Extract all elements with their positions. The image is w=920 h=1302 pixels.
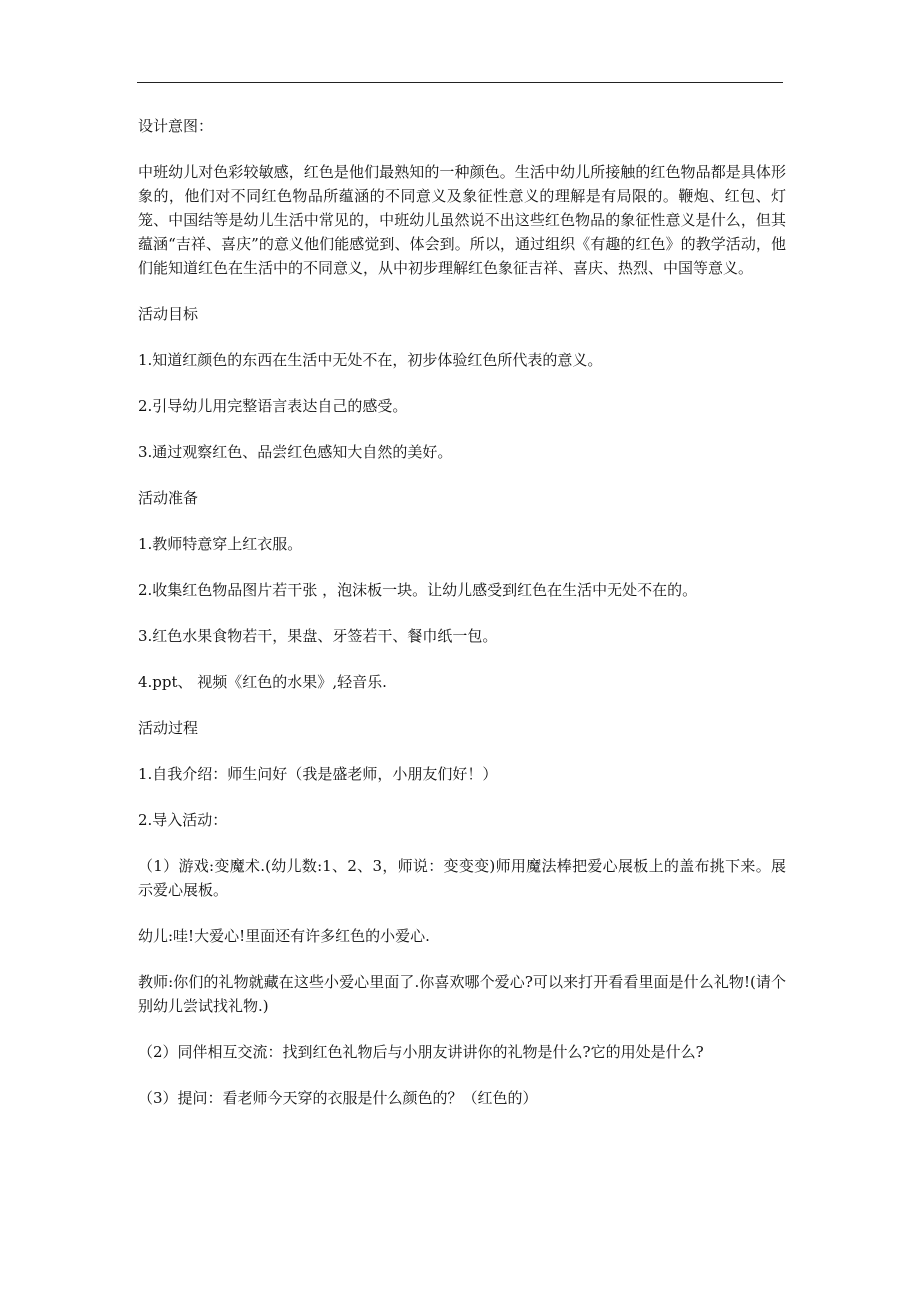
prep-item: 1.教师特意穿上红衣服。	[138, 535, 303, 553]
goals-heading: 活动目标	[138, 305, 199, 323]
prep-item: 3.红色水果食物若干，果盘、牙签若干、餐巾纸一包。	[138, 627, 498, 645]
prep-heading: 活动准备	[138, 489, 199, 507]
goal-item: 2.引导幼儿用完整语言表达自己的感受。	[138, 397, 408, 415]
process-item: 1.自我介绍：师生问好（我是盛老师，小朋友们好！）	[138, 765, 498, 783]
goal-item: 1.知道红颜色的东西在生活中无处不在，初步体验红色所代表的意义。	[138, 351, 603, 369]
process-item: 幼儿:哇!大爱心!里面还有许多红色的小爱心.	[138, 927, 430, 945]
process-heading: 活动过程	[138, 719, 199, 737]
process-item: （1）游戏:变魔术.(幼儿数:1、2、3，师说：变变变)师用魔法棒把爱心展板上的盖布挑下来。展示爱心展板。	[138, 857, 786, 899]
goal-item: 3.通过观察红色、品尝红色感知大自然的美好。	[138, 443, 453, 461]
intent-paragraph: 中班幼儿对色彩较敏感，红色是他们最熟知的一种颜色。生活中幼儿所接触的红色物品都是具体形象的，他们对不同红色物品所蕴涵的不同意义及象征性意义的理解是有局限的。鞭炮、红包、灯笼、中国结等是幼儿生活中常见的，中班幼儿虽然说不出这些红色物品的象征性意义是什么，但其蕴涵“吉祥、喜庆”的意义他们能感觉到、体会到。所以，通过组织《有趣的红色》的教学活动，他们能知道红色在生活中的不同意义，从中初步理解红色象征吉祥、喜庆、热烈、中国等意义。	[138, 163, 786, 277]
document-body	[138, 114, 786, 1132]
intent-heading: 设计意图：	[138, 117, 214, 135]
prep-item: 2.收集红色物品图片若干张 ，泡沫板一块。让幼儿感受到红色在生活中无处不在的。	[138, 581, 698, 599]
process-item: （2）同伴相互交流：找到红色礼物后与小朋友讲讲你的礼物是什么?它的用处是什么?	[138, 1043, 704, 1061]
prep-item: 4.ppt、 视频《红色的水果》,轻音乐.	[138, 673, 387, 691]
header-rule	[137, 82, 783, 83]
process-item: 教师:你们的礼物就藏在这些小爱心里面了.你喜欢哪个爱心?可以来打开看看里面是什么礼物!(请个别幼儿尝试找礼物.)	[138, 973, 786, 1015]
process-item: （3）提问：看老师今天穿的衣服是什么颜色的？（红色的）	[138, 1089, 538, 1107]
process-item: 2.导入活动：	[138, 811, 228, 829]
